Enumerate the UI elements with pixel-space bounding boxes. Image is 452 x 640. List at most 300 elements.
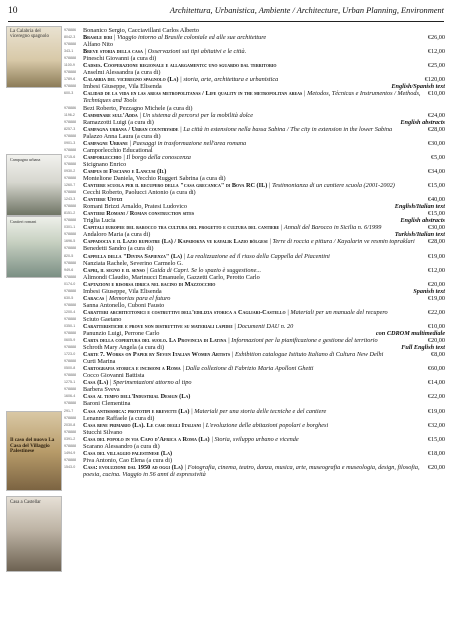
book-cover <box>6 26 62 88</box>
catalog-entry-row <box>64 260 445 267</box>
entry-language-note: English abstracts <box>400 217 445 225</box>
catalog-entry-row <box>64 238 445 245</box>
entry-text <box>83 175 445 182</box>
entry-subtitle: | Un sistema di percorsi per la mobilità dolce <box>139 111 253 119</box>
entry-price: €8,00 <box>430 351 445 359</box>
entry-code: 1723-0 <box>64 352 76 357</box>
entry-authors: Lenanne Raffaele (a cura di) <box>83 414 155 422</box>
catalog-entry-row <box>64 274 445 281</box>
entry-price: €22,00 <box>427 308 445 316</box>
catalog-entry-row <box>64 443 445 450</box>
entry-code: 820-5 <box>64 253 74 258</box>
entry-code: 978888 <box>64 119 76 124</box>
entry-price: €26,00 <box>427 34 445 42</box>
entry-code: 978888 <box>64 161 76 166</box>
entry-text <box>83 443 445 450</box>
entry-text <box>83 323 445 330</box>
entry-text <box>83 154 445 161</box>
entry-subtitle: | Osservazioni sui tipi abitativi e le città. <box>144 48 247 56</box>
entry-authors: Romani Brizzi Arnaldo, Pratesi Ludovico <box>83 203 187 211</box>
entry-code: 600-3 <box>64 91 74 96</box>
running-title: Architettura, Urbanistica, Ambiente / Architecture, Urban Planning, Environment <box>169 6 444 15</box>
entry-price: €15,00 <box>427 210 445 218</box>
catalog-entry-row <box>64 48 445 55</box>
catalog-entry-row <box>64 393 445 400</box>
entry-code: 1260-7 <box>64 183 76 188</box>
book-cover <box>6 154 62 216</box>
entry-text <box>83 436 445 443</box>
entry-price: €19,00 <box>427 294 445 302</box>
entry-text <box>83 358 445 365</box>
entry-text <box>83 415 445 422</box>
entry-price: €10,00 <box>427 90 445 98</box>
entry-title: Casa (La) <box>83 379 109 387</box>
entry-authors: Pineschi Giovanni (a cura di) <box>83 55 157 63</box>
entry-price: €30,00 <box>427 224 445 232</box>
entry-subtitle: | Memorias para el futuro <box>105 294 171 302</box>
entry-authors: Imbesi Giuseppe, Vila Elisenda <box>83 287 162 295</box>
catalog-entry-row <box>64 168 445 175</box>
entry-subtitle: | Materiali per una storia delle tecniche e del cantiere <box>191 407 327 415</box>
entry-title: Capri, il segno e il senso <box>83 266 145 274</box>
entry-price: €28,00 <box>427 125 445 133</box>
entry-code: 0350-1 <box>64 323 76 328</box>
entry-price: €12,00 <box>427 266 445 274</box>
entry-code: 978888 <box>64 373 76 378</box>
entry-code: 1789-6 <box>64 77 76 82</box>
entry-authors: Cocco Giovanni Battista <box>83 372 145 380</box>
catalog-entry-row <box>64 69 445 76</box>
entry-title: Cartografia storica e incisioni a Roma <box>83 365 181 373</box>
entry-subtitle: | Annali del Barocco in Sicilia n. 6/1999 <box>280 224 382 232</box>
entry-text <box>83 330 445 337</box>
entry-title: Captazioni e risorsa idrica nel bacino di Mazzocchio <box>83 280 216 288</box>
entry-text <box>83 260 445 267</box>
entry-code: 978888 <box>64 401 76 406</box>
entry-subtitle: | Exhibition catalogue Istituto Italiano di Cultura New Delhi <box>231 351 384 359</box>
catalog-entry-row <box>64 316 445 323</box>
catalog-entry-row <box>64 182 445 189</box>
entry-title: Caratteri architettonici e costruttivi dell'edilizia storica a Cagliari-Castello <box>83 308 286 316</box>
entry-code: 978888 <box>64 359 76 364</box>
entry-code: 2030-8 <box>64 422 76 427</box>
entry-subtitle: | Paesaggi in trasformazione nell'area romana <box>129 139 247 147</box>
entry-price: €5,00 <box>430 153 445 161</box>
entry-code: 978886 <box>64 105 76 110</box>
page-header <box>8 6 444 18</box>
catalog-entry-row <box>64 126 445 133</box>
entry-code: 978888 <box>64 232 76 237</box>
entry-authors: Sicignano Enrico <box>83 160 127 168</box>
entry-text <box>83 457 445 464</box>
entry-text <box>83 182 445 189</box>
entry-text <box>83 55 445 62</box>
entry-text <box>83 281 445 288</box>
entry-title: Cadses. Cooperazione regionale e allargamento: uno sguardo dal territorio <box>83 62 277 70</box>
entry-authors: Cecchi Roberto, Paolucci Antonio (a cura di) <box>83 189 196 197</box>
entry-language-note: English/Spanish text <box>391 83 445 91</box>
entry-subtitle: | Sperimentazioni attorno al tipo <box>109 379 192 387</box>
catalog-entry-row <box>64 358 445 365</box>
entry-code: 978888 <box>64 260 76 265</box>
entry-code: 343-1 <box>64 49 74 54</box>
catalog-entry-row <box>64 267 445 274</box>
entry-code: 949-6 <box>64 267 74 272</box>
entry-price: €25,00 <box>427 62 445 70</box>
entry-title: Casa del villaggio palestinese (La) <box>83 449 173 457</box>
entry-text <box>83 365 445 372</box>
entry-title: Casa al tempo dell'Industrial Design (La) <box>83 393 191 401</box>
entry-code: 0301-1 <box>64 225 76 230</box>
entry-authors: Barbera Sveva <box>83 386 120 394</box>
entry-code: 978888 <box>64 133 76 138</box>
entry-authors: Nanziata Rachele, Severino Carmelo G. <box>83 259 183 267</box>
entry-text <box>83 133 445 140</box>
entry-subtitle: | La città in estensione nella bassa Sabina / The city in extension in the lower Sabina <box>180 125 393 133</box>
entry-title: Casa bene primario (La). Le case degli Italiani <box>83 421 201 429</box>
entry-subtitle: | La realizzazione ed il riuso della Cappella del Piacentini <box>183 252 330 260</box>
catalog-entry-row <box>64 105 445 112</box>
catalog-entry-row <box>64 55 445 62</box>
page-number: 10 <box>8 6 18 16</box>
entry-code: 978888 <box>64 70 76 75</box>
entry-subtitle: | Storia, sviluppo urbano e vicende <box>211 435 299 443</box>
entry-price: €10,00 <box>427 322 445 330</box>
catalog-entry-row <box>64 27 445 34</box>
entry-authors: Ramazzotti Luigi (a cura di) <box>83 118 154 126</box>
entry-subtitle: | Dalla collezione di Fabrizio Maria Apolloni Ghetti <box>182 365 314 373</box>
catalog-entry-row <box>64 288 445 295</box>
entry-code: 978888 <box>64 147 76 152</box>
entry-text <box>83 344 445 351</box>
entry-title: Camminare sull'Adda <box>83 111 138 119</box>
entry-text <box>83 372 445 379</box>
entry-code: 630-5 <box>64 295 74 300</box>
catalog-entry-row <box>64 422 445 429</box>
entry-text <box>83 217 445 224</box>
entry-text <box>83 386 445 393</box>
entry-price: €14,00 <box>427 379 445 387</box>
entry-price: €20,00 <box>427 463 445 471</box>
entry-text <box>83 422 445 429</box>
entry-authors: Stucchi Silvano <box>83 428 123 436</box>
entry-subtitle: | Terre di roccia e pittura / Kayalarin ve resmin topraklari <box>269 238 415 246</box>
catalog-entry-row <box>64 408 445 415</box>
catalog-entry-row <box>64 337 445 344</box>
entry-code: 0174-0 <box>64 281 76 286</box>
entry-code: 291-7 <box>64 408 74 413</box>
entry-price: €18,00 <box>427 449 445 457</box>
entry-price: €24,00 <box>427 111 445 119</box>
entry-code: 1243-3 <box>64 197 76 202</box>
entry-text <box>83 147 445 154</box>
entry-code: 978888 <box>64 415 76 420</box>
entry-subtitle: | Metodos, Técnicas e Instrumentos / Methods, Techniques and Tools <box>83 90 421 105</box>
entry-text <box>83 210 445 217</box>
entry-code: 978888 <box>64 316 76 321</box>
entry-title: Carte 7. Works on Paper by Seven Italian Women Artists <box>83 351 231 359</box>
entry-code: 978888 <box>64 246 76 251</box>
catalog-entry-row <box>64 386 445 393</box>
entry-code: 1100-9 <box>64 63 75 68</box>
entry-text <box>83 196 445 203</box>
entry-title: Calidad de la vida en las areas metropolitanas / Life quality in the metropolitan areas <box>83 90 303 98</box>
entry-authors: Curti Marina <box>83 358 116 366</box>
catalog-entry-row <box>64 281 445 288</box>
catalog-entry-row <box>64 217 445 224</box>
entry-code: 978888 <box>64 429 76 434</box>
entry-title: Carta della copertura del suolo. La Provincia di Latina <box>83 337 227 345</box>
catalog-entry-row <box>64 83 445 90</box>
entry-code: 978888 <box>64 175 76 180</box>
cover-title: Campagna urbana <box>10 157 41 162</box>
entry-code: 978888 <box>64 288 76 293</box>
entry-title: Camporlecchio <box>83 153 122 161</box>
entry-text <box>83 83 445 90</box>
entry-authors: Andaloro Maria (a cura di) <box>83 231 151 239</box>
entry-text <box>83 393 445 400</box>
catalog-entry-row <box>64 365 445 372</box>
catalog-entry-row <box>64 253 445 260</box>
catalog-entry-row <box>64 175 445 182</box>
entry-text <box>83 224 445 231</box>
entry-subtitle: | storia, arte, architettura e urbanistica <box>180 76 279 84</box>
entry-text <box>83 302 445 309</box>
entry-text <box>83 203 445 210</box>
catalog-entry-row <box>64 351 445 358</box>
entry-authors: Baroni Clementina <box>83 400 131 408</box>
header-rule <box>8 21 444 22</box>
entry-authors: Scarano Alessandro (a cura di) <box>83 442 160 450</box>
entry-text <box>83 48 445 55</box>
catalog-entry-row <box>64 344 445 351</box>
catalog-entries <box>64 27 445 635</box>
catalog-entry-row <box>64 224 445 231</box>
entry-code: 0930-2 <box>64 168 76 173</box>
entry-code: 978888 <box>64 56 76 61</box>
entry-text <box>83 379 445 386</box>
entry-text <box>83 41 445 48</box>
entry-title: Campagna urbana / Urban countryside <box>83 125 179 133</box>
entry-title: Campus di Fisciano e Lancusi (Il) <box>83 167 167 175</box>
entry-text <box>83 351 445 358</box>
entry-title: Brasile ieri <box>83 34 113 42</box>
entry-price: €22,00 <box>427 393 445 401</box>
entry-price: €19,00 <box>427 252 445 260</box>
catalog-entry-row <box>64 140 445 147</box>
catalog-entry-row <box>64 62 445 69</box>
entry-text <box>83 408 445 415</box>
entry-text <box>83 231 445 238</box>
entry-code: 8042-3 <box>64 35 76 40</box>
cover-title: Cantieri romani <box>10 219 37 224</box>
entry-text <box>83 450 445 457</box>
entry-authors: Anselmi Alessandra (a cura di) <box>83 69 161 77</box>
entry-code: 0715-6 <box>64 154 76 159</box>
catalog-entry-row <box>64 245 445 252</box>
entry-code: 978888 <box>64 345 76 350</box>
entry-authors: Palazzo Anna Laura (a cura di) <box>83 132 161 140</box>
entry-code: 978888 <box>64 42 76 47</box>
entry-authors: Panunzio Luigi, Perrone Carlo <box>83 330 160 338</box>
entry-authors: Bezi Roberto, Pezzagno Michele (a cura di) <box>83 104 193 112</box>
entry-authors: Alfano Nito <box>83 41 114 49</box>
entry-authors: Piva Antonio, Cao Elena (a cura di) <box>83 456 173 464</box>
entry-text <box>83 105 445 112</box>
catalog-entry-row <box>64 436 445 443</box>
catalog-entry-row <box>64 450 445 457</box>
entry-text <box>83 161 445 168</box>
entry-title: Cappadocia e il Lazio rupestre (La) / Kapadokya ve kayalik Lazio bölgesi <box>83 238 268 246</box>
catalog-entry-row <box>64 161 445 168</box>
catalog-entry-row <box>64 34 445 41</box>
entry-authors: Sanna Antonello, Cuboni Fausto <box>83 301 165 309</box>
entry-authors: Alimondi Claudio, Marinucci Emanuele, Gazzetti Carlo, Perotto Carlo <box>83 273 260 281</box>
entry-price: €19,00 <box>427 407 445 415</box>
entry-authors: Benedetti Sandro (a cura di) <box>83 245 154 253</box>
catalog-entry-row <box>64 119 445 126</box>
entry-text <box>83 168 445 175</box>
entry-language-note: English abstracts <box>400 118 445 126</box>
entry-code: 978888 <box>64 190 76 195</box>
entry-title: Cappella della "Divina Sapienza" (La) <box>83 252 183 260</box>
entry-code: 978888 <box>64 84 76 89</box>
entry-text <box>83 316 445 323</box>
catalog-entry-row <box>64 189 445 196</box>
catalog-entry-row <box>64 457 445 464</box>
entry-price: €32,00 <box>427 421 445 429</box>
entry-language-note: Turkish/Italian text <box>394 231 445 239</box>
entry-text <box>83 295 445 302</box>
entry-title: Calabria del viceregno spagnolo (La) <box>83 76 179 84</box>
entry-text <box>83 274 445 281</box>
entry-code: 978888 <box>64 274 76 279</box>
catalog-entry-row <box>64 210 445 217</box>
catalog-entry-row <box>64 147 445 154</box>
catalog-entry-row <box>64 323 445 330</box>
entry-text <box>83 245 445 252</box>
entry-subtitle: | Materiali per un manuale del recupero <box>287 308 388 316</box>
entry-authors: Schroth Mary Angela (a cura di) <box>83 344 165 352</box>
catalog-entry-row <box>64 429 445 436</box>
catalog-entry-row <box>64 415 445 422</box>
catalog-entry-row <box>64 133 445 140</box>
entry-title: Caratteristiche e prove non distruttive su materiali lapidei <box>83 322 233 330</box>
entry-text <box>83 288 445 295</box>
entry-authors: Imbesi Giuseppe, Vila Elisenda <box>83 83 162 91</box>
entry-text <box>83 119 445 126</box>
entry-text <box>83 34 445 41</box>
entry-code: 1196-2 <box>64 112 75 117</box>
entry-title: Casa del popolo in via Capo d'Africa a Roma (La) <box>83 435 210 443</box>
catalog-entry-row <box>64 400 445 407</box>
catalog-entry-row <box>64 203 445 210</box>
catalog-entry-row <box>64 372 445 379</box>
entry-code: 0605-9 <box>64 338 76 343</box>
entry-code: 978888 <box>64 443 76 448</box>
entry-text <box>83 238 445 245</box>
catalog-entry-row <box>64 112 445 119</box>
entry-price: €60,00 <box>427 365 445 373</box>
entry-price: €15,00 <box>427 435 445 443</box>
entry-code: 0901-3 <box>64 140 76 145</box>
entry-language-note: con CDROM multimediale <box>375 330 445 338</box>
catalog-entry-row <box>64 302 445 309</box>
entry-text <box>83 400 445 407</box>
entry-text <box>83 90 445 104</box>
entry-code: 8257-3 <box>64 126 76 131</box>
entry-authors: Montelione Daniela, Vecchio Ruggeri Sabrina (a cura di) <box>83 174 226 182</box>
entry-language-note: English/Italian text <box>394 203 445 211</box>
entry-subtitle: | Documenti DAU n. 20 <box>234 322 294 330</box>
entry-authors: Sciuto Gaetano <box>83 315 122 323</box>
entry-text <box>83 189 445 196</box>
book-cover <box>6 216 62 278</box>
entry-title: Cantieri Romani / Roman construction sites <box>83 210 195 218</box>
cover-title: Casa a Castellar <box>10 500 41 505</box>
entry-code: 0391-2 <box>64 436 76 441</box>
entry-code: 978888 <box>64 218 76 223</box>
entry-code: 1275-1 <box>64 380 76 385</box>
entry-title: Cantiere scuola per il recupero della "casa grecanica" di Bova RC (IL) <box>83 182 268 190</box>
entry-code: 978888 <box>64 204 76 209</box>
entry-subtitle: | Fotografia, cinema, teatro, danza, musica, arte, museografia e museologia, design, filosofia, poesia, cucina. Viaggio in 56 anni di espressività <box>83 463 420 478</box>
entry-subtitle: | Testimonianza di un cantiere scuola (2001-2002) <box>268 182 395 190</box>
catalog-entry-row <box>64 379 445 386</box>
entry-title: Casa antisismica: prototipi e brevetti (La) <box>83 407 190 415</box>
entry-code: 1543-0 <box>64 464 76 469</box>
entry-text <box>83 267 445 274</box>
entry-authors: Camporlecchio Educational <box>83 146 153 154</box>
entry-code: 978888 <box>64 387 76 392</box>
entry-code: 1200-4 <box>64 309 76 314</box>
entry-price: €34,00 <box>427 167 445 175</box>
entry-price: €30,00 <box>427 139 445 147</box>
entry-title: Casa: evoluzione dal 1950 ad oggi (La) <box>83 463 183 471</box>
entry-title: Capitali europee del barocco tra cultura del progetto e cultura del cantiere <box>83 224 280 232</box>
entry-code: 1606-4 <box>64 394 76 399</box>
entry-subtitle: | Guida di Capri. Se lo spazio è suggestione... <box>146 266 262 274</box>
entry-code: 1494-9 <box>64 450 76 455</box>
catalog-entry-row <box>64 90 445 104</box>
entry-language-note: Full English text <box>401 344 445 352</box>
entry-price: €120,00 <box>424 76 445 84</box>
entry-subtitle: | L'evoluzione delle abitazioni popolari e borghesi <box>202 421 329 429</box>
book-cover <box>6 411 62 491</box>
book-cover <box>6 496 62 572</box>
entry-title: Breve storia della casa <box>83 48 143 56</box>
entry-price: €40,00 <box>427 196 445 204</box>
entry-code: 0500-8 <box>64 366 76 371</box>
entry-price: €12,00 <box>427 48 445 56</box>
entry-authors: Bonanico Sergio, Cacciavillani Carlos Alberto <box>83 27 200 34</box>
entry-code: 978886 <box>64 28 76 32</box>
entry-text <box>83 337 445 344</box>
entry-code: 978888 <box>64 457 76 462</box>
entry-text <box>83 126 445 133</box>
catalog-entry-row <box>64 41 445 48</box>
entry-title: Campagne Urbane <box>83 139 128 147</box>
entry-text <box>83 27 445 34</box>
entry-text <box>83 69 445 76</box>
entry-code: 8151-2 <box>64 211 76 216</box>
catalog-entry-row <box>64 295 445 302</box>
catalog-entry-row <box>64 196 445 203</box>
entry-text <box>83 140 445 147</box>
entry-text <box>83 112 445 119</box>
catalog-entry-row <box>64 154 445 161</box>
entry-code: 1696-5 <box>64 239 76 244</box>
